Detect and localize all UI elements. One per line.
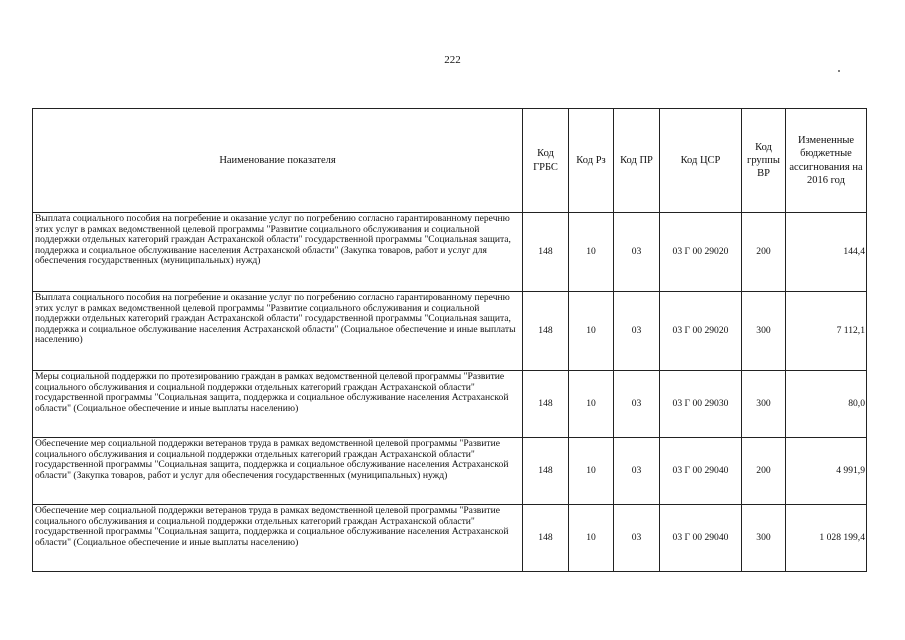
scan-speck xyxy=(838,70,840,72)
row-grbs: 148 xyxy=(523,213,569,292)
row-name: Меры социальной поддержки по протезированию граждан в рамках ведомственной целевой программы "Развитие социального обслуживания и социальной поддержки отдельных категорий граждан Астраханской области" государственной программы "Социальная защита, поддержка и социальное обслуживание населения Астраханской области" (Социальное обеспечение и иные выплаты населению) xyxy=(33,371,523,438)
row-vr: 200 xyxy=(742,438,786,505)
table-row xyxy=(33,505,867,572)
row-grbs: 148 xyxy=(523,371,569,438)
header-row xyxy=(33,109,867,213)
table-row xyxy=(33,438,867,505)
row-vr: 300 xyxy=(742,292,786,371)
row-csr: 03 Г 00 29030 xyxy=(660,371,742,438)
row-amount: 7 112,1 xyxy=(786,292,867,371)
row-name: Обеспечение мер социальной поддержки ветеранов труда в рамках ведомственной целевой программы "Развитие социального обслуживания и социальной поддержки отдельных категорий граждан Астраханской области" государственной программы "Социальная защита, поддержка и социальное обслуживание населения Астраханской области" (Закупка товаров, работ и услуг для обеспечения государственных (муниципальных) нужд) xyxy=(33,438,523,505)
row-amount: 1 028 199,4 xyxy=(786,505,867,572)
row-grbs: 148 xyxy=(523,438,569,505)
row-vr: 300 xyxy=(742,371,786,438)
page-number: 222 xyxy=(444,54,461,66)
row-rz: 10 xyxy=(569,213,614,292)
table-row xyxy=(33,292,867,371)
row-grbs: 148 xyxy=(523,292,569,371)
row-rz: 10 xyxy=(569,292,614,371)
table-row xyxy=(33,213,867,292)
row-pr: 03 xyxy=(614,371,660,438)
row-amount: 4 991,9 xyxy=(786,438,867,505)
table-row xyxy=(33,371,867,438)
row-rz: 10 xyxy=(569,371,614,438)
row-pr: 03 xyxy=(614,505,660,572)
row-rz: 10 xyxy=(569,438,614,505)
budget-table xyxy=(32,108,867,572)
header-grbs: Код ГРБС xyxy=(523,109,569,213)
row-csr: 03 Г 00 29040 xyxy=(660,438,742,505)
row-amount: 80,0 xyxy=(786,371,867,438)
row-grbs: 148 xyxy=(523,505,569,572)
row-vr: 200 xyxy=(742,213,786,292)
row-amount: 144,4 xyxy=(786,213,867,292)
row-name: Выплата социального пособия на погребение и оказание услуг по погребению согласно гарантированному перечню этих услуг в рамках ведомственной целевой программы "Развитие социального обслуживания и социальной поддержки отдельных категорий граждан Астраханской области" государственной программы "Социальная защита, поддержка и социальное обслуживание населения Астраханской области" (Социальное обеспечение и иные выплаты населению) xyxy=(33,292,523,371)
header-csr: Код ЦСР xyxy=(660,109,742,213)
header-vr: Код группы ВР xyxy=(742,109,786,213)
header-name: Наименование показателя xyxy=(33,109,523,213)
row-vr: 300 xyxy=(742,505,786,572)
header-amount: Измененные бюджетные ассигнования на 2016 год xyxy=(786,109,867,213)
row-csr: 03 Г 00 29040 xyxy=(660,505,742,572)
row-csr: 03 Г 00 29020 xyxy=(660,213,742,292)
row-csr: 03 Г 00 29020 xyxy=(660,292,742,371)
row-rz: 10 xyxy=(569,505,614,572)
row-pr: 03 xyxy=(614,213,660,292)
row-name: Обеспечение мер социальной поддержки ветеранов труда в рамках ведомственной целевой программы "Развитие социального обслуживания и социальной поддержки отдельных категорий граждан Астраханской области" государственной программы "Социальная защита, поддержка и социальное обслуживание населения Астраханской области" (Социальное обеспечение и иные выплаты населению) xyxy=(33,505,523,572)
header-rz: Код Рз xyxy=(569,109,614,213)
header-pr: Код ПР xyxy=(614,109,660,213)
row-name: Выплата социального пособия на погребение и оказание услуг по погребению согласно гарантированному перечню этих услуг в рамках ведомственной целевой программы "Развитие социального обслуживания и социальной поддержки отдельных категорий граждан Астраханской области" государственной программы "Социальная защита, поддержка и социальное обслуживание населения Астраханской области" (Закупка товаров, работ и услуг для обеспечения государственных (муниципальных) нужд) xyxy=(33,213,523,292)
row-pr: 03 xyxy=(614,438,660,505)
row-pr: 03 xyxy=(614,292,660,371)
